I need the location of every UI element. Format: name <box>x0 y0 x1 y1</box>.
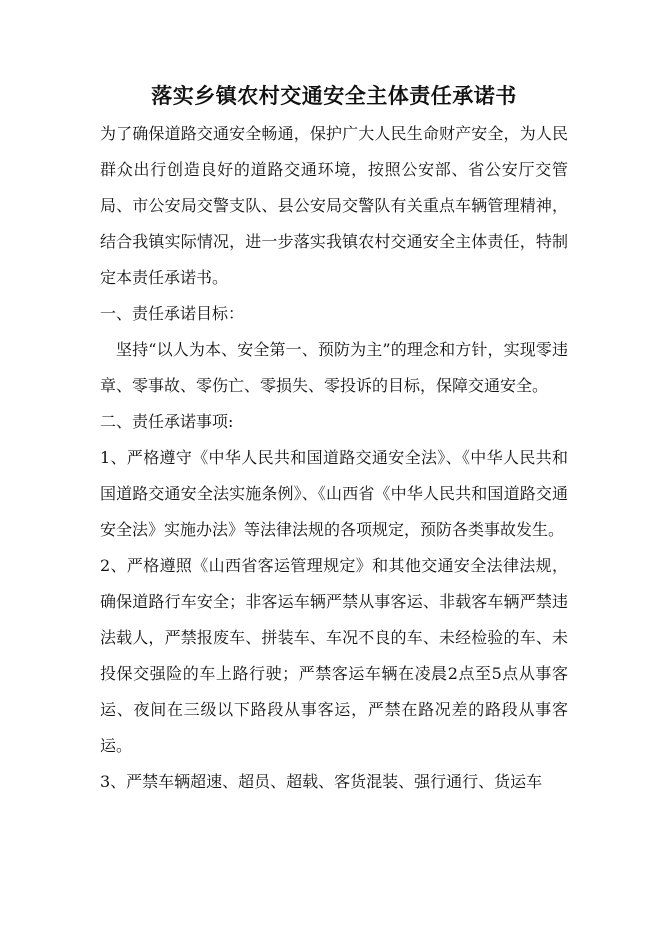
document-title: 落实乡镇农村交通安全主体责任承诺书 <box>151 83 517 108</box>
section-heading-items: 二、责任承诺事项: <box>100 412 234 431</box>
intro-paragraph: 为了确保道路交通安全畅通，保护广大人民生命财产安全，为人民群众出行创造良好的道路交通环境，按照公安部、省公安厅交管局、市公安局交警支队、县公安局交警队有关重点车辆管理精神，结合我镇实际情况，进一步落实我镇农村交通安全主体责任，特制定本责任承诺书。 <box>100 124 568 287</box>
goals-paragraph: 坚持“以人为本、安全第一、预防为主”的理念和方针，实现零违章、零事故、零伤亡、零损失、零投诉的目标，保障交通安全。 <box>100 340 568 395</box>
document-page <box>100 76 568 800</box>
item-3-paragraph: 3、严禁车辆超速、超员、超载、客货混装、强行通行、货运车 <box>100 772 543 791</box>
item-1-paragraph: 1、严格遵守《中华人民共和国道路交通安全法》、《中华人民共和国道路交通安全法实施条例》、《山西省《中华人民共和国道路交通安全法》实施办法》等法律法规的各项规定，预防各类事故发生。 <box>100 448 568 539</box>
item-2-paragraph: 2、严格遵照《山西省客运管理规定》和其他交通安全法律法规，确保道路行车安全；非客运车辆严禁从事客运、非载客车辆严禁违法载人，严禁报废车、拼装车、车况不良的车、未经检验的车、未投保交强险的车上路行驶；严禁客运车辆在凌晨2点至5点从事客运、夜间在三级以下路段从事客运，严禁在路况差的路段从事客运。 <box>100 556 568 755</box>
section-heading-goals: 一、责任承诺目标： <box>100 304 245 323</box>
